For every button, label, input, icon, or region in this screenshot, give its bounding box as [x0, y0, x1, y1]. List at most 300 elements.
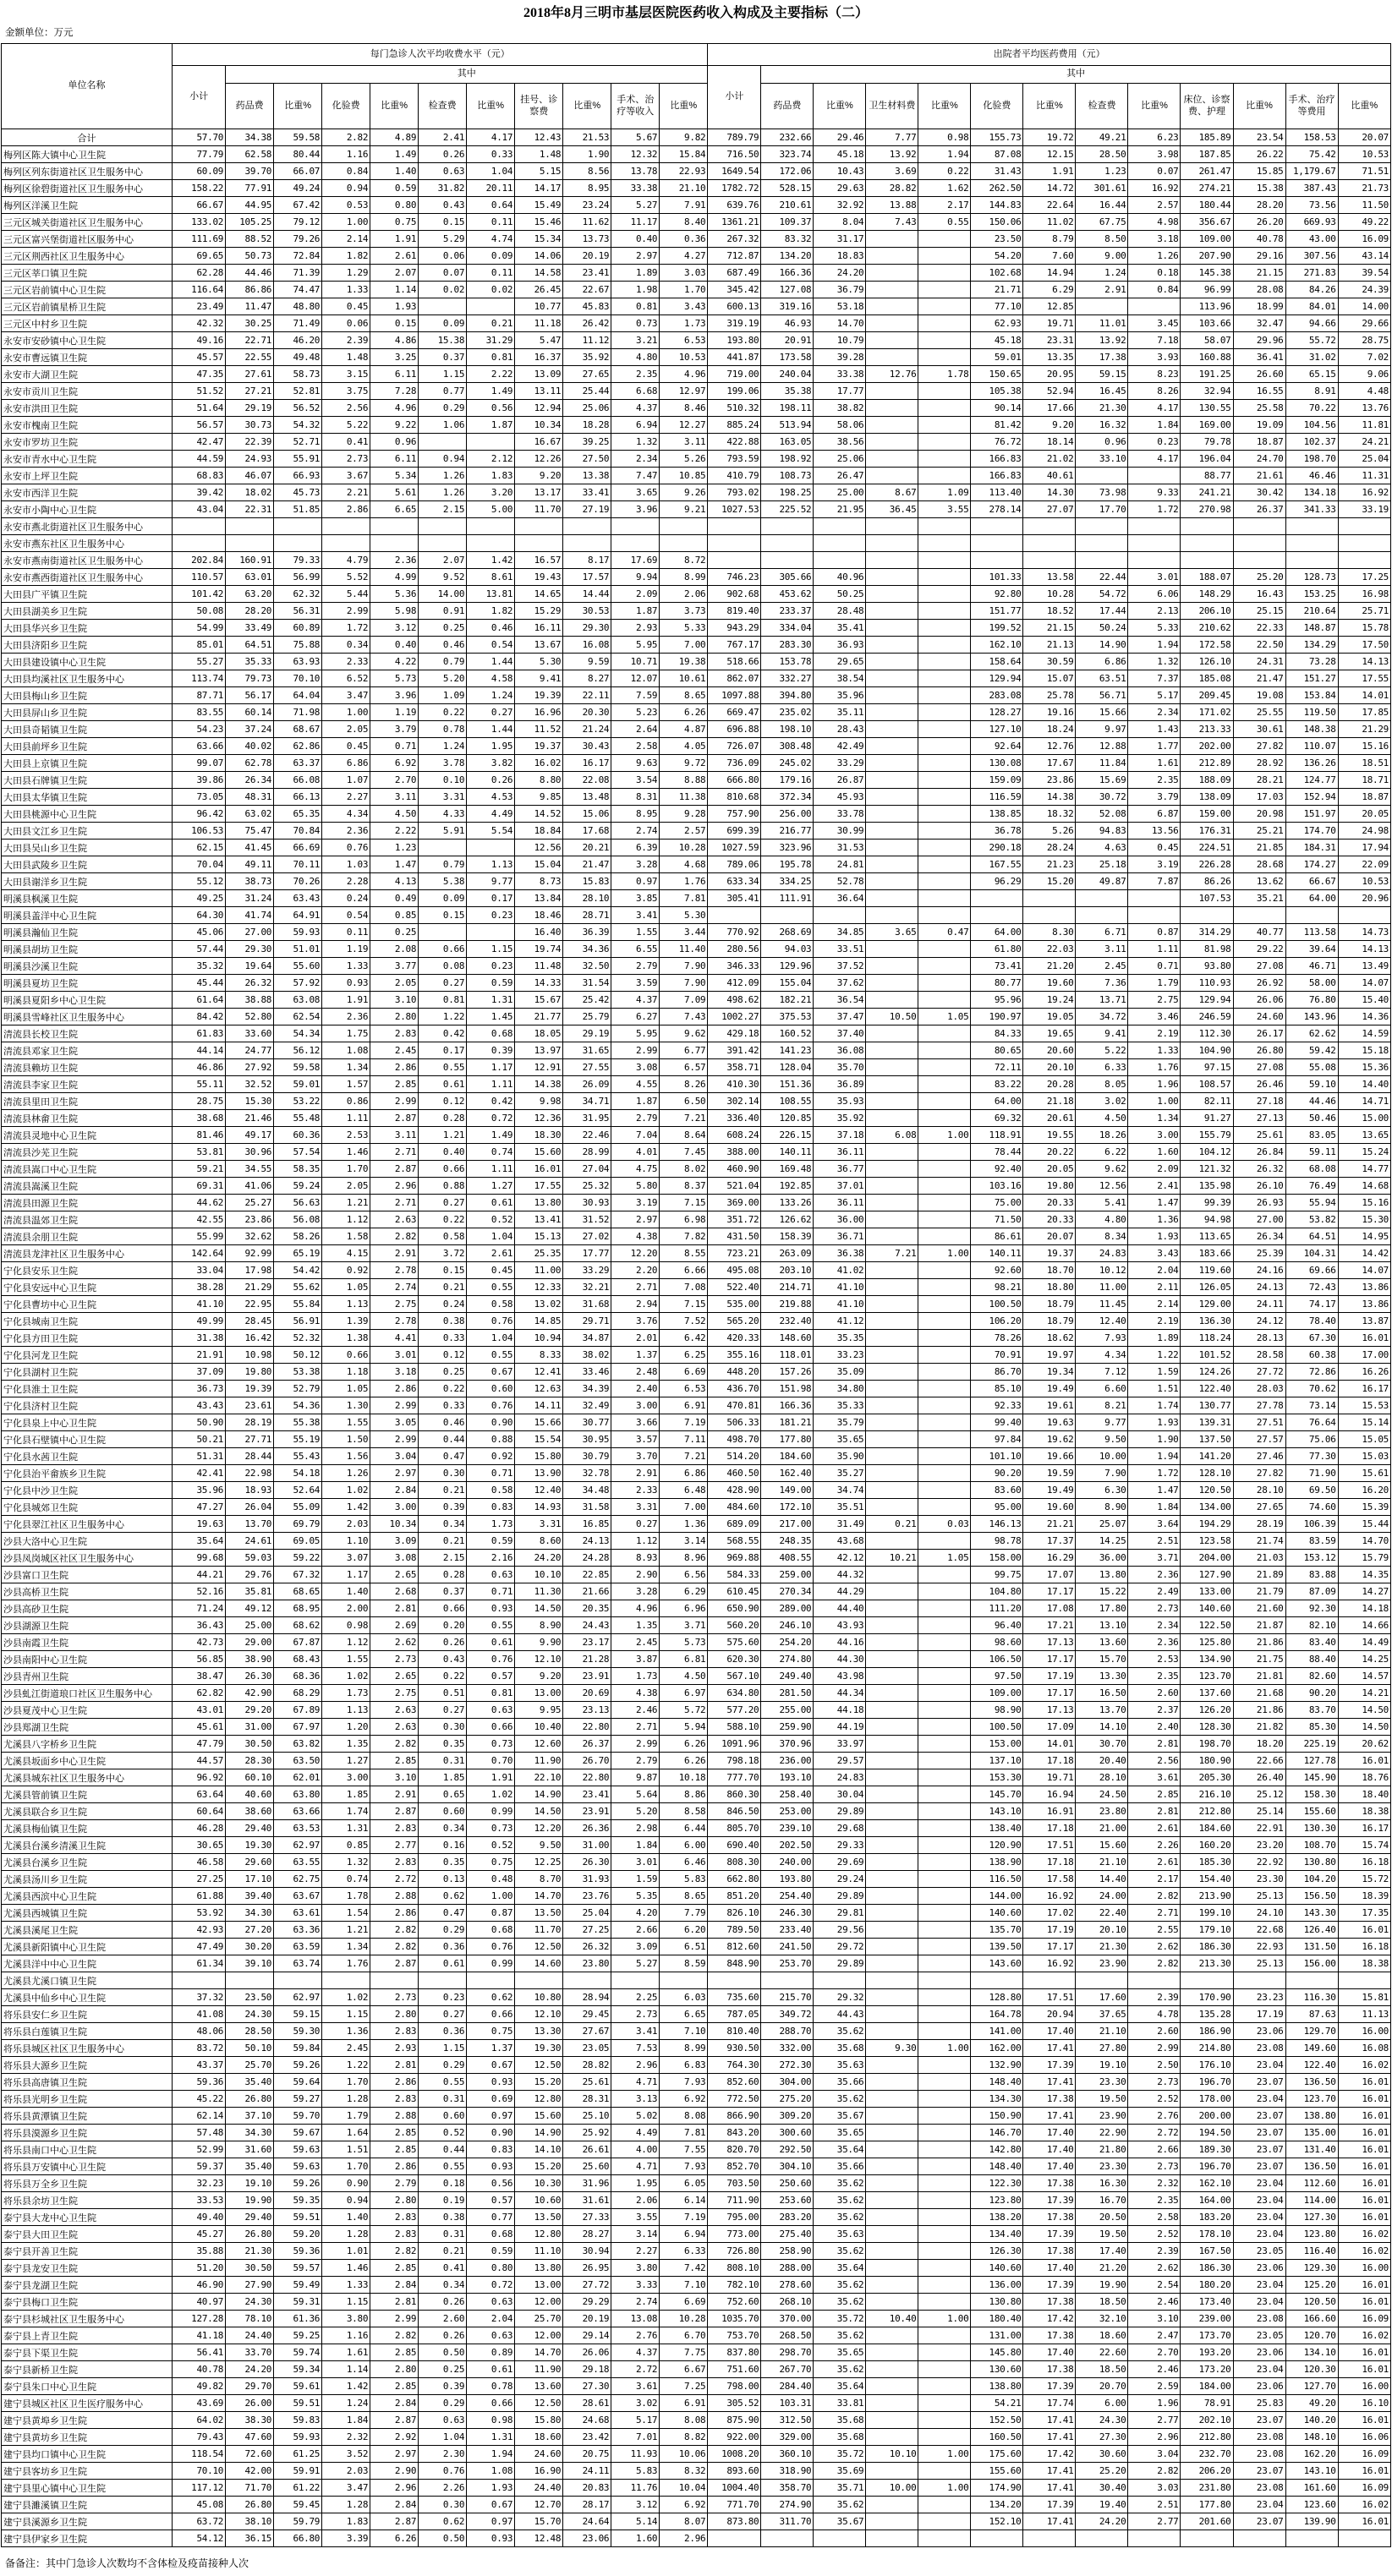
value-cell: 690.40: [708, 1837, 761, 1854]
value-cell: 1.04: [419, 2429, 467, 2446]
value-cell: 19.09: [1233, 417, 1285, 434]
value-cell: 2.82: [370, 1939, 419, 1955]
value-cell: 28.44: [226, 1448, 274, 1465]
value-cell: 0.23: [1128, 434, 1181, 451]
table-row: [2, 1414, 1391, 1431]
value-cell: 6.26: [370, 2530, 419, 2547]
table-row: [2, 1313, 1391, 1330]
value-cell: 12.36: [515, 1110, 563, 1127]
value-cell: 5.00: [467, 501, 515, 518]
value-cell: 1.19: [370, 704, 419, 721]
value-cell: 11.30: [515, 1583, 563, 1600]
table-row: [2, 1854, 1391, 1871]
value-cell: 64.00: [971, 1093, 1023, 1110]
value-cell: 44.18: [814, 1702, 866, 1719]
value-cell: 17.17: [1023, 1583, 1076, 1600]
value-cell: 26.04: [226, 1499, 274, 1516]
value-cell: 1.32: [1128, 654, 1181, 670]
value-cell: 140.11: [761, 1144, 814, 1161]
value-cell: 52.64: [274, 1482, 322, 1499]
value-cell: 203.10: [761, 1262, 814, 1279]
value-cell: 17.38: [1023, 2361, 1076, 2378]
value-cell: 7.42: [660, 2260, 708, 2277]
column-header: 比重%: [1128, 84, 1181, 129]
value-cell: 60.36: [274, 1127, 322, 1144]
value-cell: 1.70: [322, 2158, 370, 2175]
value-cell: 27.61: [226, 366, 274, 383]
value-cell: 18.38: [1338, 1803, 1390, 1820]
value-cell: 49.48: [274, 349, 322, 366]
value-cell: 128.27: [971, 704, 1023, 721]
value-cell: 311.70: [761, 2513, 814, 2530]
value-cell: 15.83: [563, 873, 611, 890]
value-cell: [370, 1972, 419, 1989]
value-cell: 60.09: [173, 163, 226, 180]
unit-name-cell: 永安市洪田卫生院: [2, 400, 173, 417]
value-cell: 45.44: [173, 975, 226, 992]
value-cell: 129.00: [1181, 1296, 1233, 1313]
value-cell: 37.47: [814, 1009, 866, 1025]
value-cell: 2.56: [1128, 1753, 1181, 1769]
value-cell: 689.09: [708, 1516, 761, 1533]
value-cell: 56.71: [1076, 687, 1128, 704]
value-cell: 0.29: [419, 1922, 467, 1939]
value-cell: 304.00: [761, 2074, 814, 2091]
value-cell: 2.79: [370, 2175, 419, 2192]
value-cell: [866, 2226, 918, 2243]
value-cell: 127.28: [173, 2311, 226, 2327]
value-cell: 3.00: [322, 1769, 370, 1786]
value-cell: 0.12: [419, 1093, 467, 1110]
value-cell: 0.97: [611, 873, 660, 890]
value-cell: 2.55: [1128, 1922, 1181, 1939]
value-cell: 358.71: [708, 1059, 761, 1076]
value-cell: 7.93: [1076, 1330, 1128, 1347]
value-cell: 15.40: [1338, 992, 1390, 1009]
value-cell: 47.35: [173, 366, 226, 383]
value-cell: 44.40: [814, 1600, 866, 1617]
value-cell: 4.58: [467, 670, 515, 687]
value-cell: 24.28: [563, 1550, 611, 1567]
value-cell: 3.41: [611, 2023, 660, 2040]
value-cell: [918, 1617, 971, 1634]
value-cell: 21.75: [1233, 1651, 1285, 1668]
value-cell: 12.26: [515, 451, 563, 468]
value-cell: 0.11: [467, 214, 515, 231]
value-cell: 19.90: [1076, 2277, 1128, 2294]
value-cell: 6.00: [1076, 2395, 1128, 2412]
value-cell: 136.30: [1181, 1313, 1233, 1330]
value-cell: [866, 1296, 918, 1313]
unit-name-cell: 三元区莘口镇卫生院: [2, 265, 173, 282]
value-cell: 5.20: [611, 1803, 660, 1820]
unit-name-cell: 将乐县光明乡卫生院: [2, 2091, 173, 2108]
value-cell: 37.32: [173, 1989, 226, 2006]
value-cell: [866, 1448, 918, 1465]
value-cell: 15.16: [1338, 738, 1390, 755]
value-cell: 29.19: [563, 1025, 611, 1042]
value-cell: 62.75: [274, 1871, 322, 1888]
unit-name-cell: 大田县梅山乡卫生院: [2, 687, 173, 704]
value-cell: 1.15: [322, 2006, 370, 2023]
value-cell: 2.85: [1128, 1786, 1181, 1803]
value-cell: 85.01: [173, 637, 226, 654]
value-cell: 20.05: [1023, 1161, 1076, 1178]
value-cell: 137.60: [1181, 1685, 1233, 1702]
value-cell: 37.18: [814, 1127, 866, 1144]
value-cell: [866, 1178, 918, 1195]
value-cell: 190.97: [971, 1009, 1023, 1025]
value-cell: [918, 772, 971, 789]
value-cell: 1.60: [1128, 1144, 1181, 1161]
value-cell: 873.80: [708, 2513, 761, 2530]
value-cell: 19.30: [226, 1837, 274, 1854]
value-cell: [226, 1972, 274, 1989]
value-cell: 22.44: [1076, 569, 1128, 586]
value-cell: 76.49: [1285, 1178, 1338, 1195]
value-cell: 2.11: [1128, 1279, 1181, 1296]
value-cell: 16.10: [1338, 2395, 1390, 2412]
value-cell: [971, 890, 1023, 907]
value-cell: 280.56: [708, 941, 761, 958]
value-cell: 17.13: [1023, 1702, 1076, 1719]
value-cell: 4.27: [660, 248, 708, 265]
value-cell: 59.93: [274, 2429, 322, 2446]
value-cell: 180.44: [1181, 197, 1233, 214]
value-cell: 61.83: [173, 1025, 226, 1042]
value-cell: 2.41: [419, 129, 467, 146]
value-cell: 59.20: [274, 2226, 322, 2243]
value-cell: 7.28: [370, 383, 419, 400]
value-cell: 460.50: [708, 1465, 761, 1482]
table-row: [2, 2480, 1391, 2497]
value-cell: 2.09: [1128, 1161, 1181, 1178]
value-cell: 20.33: [1023, 1195, 1076, 1211]
value-cell: 14.44: [563, 586, 611, 603]
value-cell: 24.40: [515, 2480, 563, 2497]
value-cell: 4.37: [611, 992, 660, 1009]
value-cell: 323.96: [761, 840, 814, 856]
value-cell: 263.09: [761, 1245, 814, 1262]
value-cell: 5.23: [611, 704, 660, 721]
unit-name-cell: 泰宁县龙湖卫生院: [2, 2277, 173, 2294]
value-cell: 3.71: [1128, 1550, 1181, 1567]
value-cell: 76.64: [1285, 1414, 1338, 1431]
value-cell: 16.17: [563, 755, 611, 772]
value-cell: 19.16: [1023, 704, 1076, 721]
table-row: [2, 823, 1391, 840]
value-cell: 35.92: [563, 349, 611, 366]
value-cell: 50.21: [173, 1431, 226, 1448]
value-cell: [274, 518, 322, 535]
value-cell: [918, 975, 971, 992]
value-cell: 14.01: [1338, 687, 1390, 704]
value-cell: [866, 1769, 918, 1786]
value-cell: 0.25: [419, 620, 467, 637]
value-cell: 19.10: [226, 2175, 274, 2192]
value-cell: 2.85: [370, 2125, 419, 2141]
value-cell: 793.02: [708, 484, 761, 501]
value-cell: 1.32: [322, 1854, 370, 1871]
value-cell: 20.69: [563, 1685, 611, 1702]
value-cell: 9.20: [1023, 417, 1076, 434]
value-cell: 18.28: [563, 417, 611, 434]
value-cell: 669.47: [708, 704, 761, 721]
value-cell: 2.60: [1128, 2023, 1181, 2040]
value-cell: 23.06: [1233, 2023, 1285, 2040]
value-cell: 0.36: [419, 1939, 467, 1955]
value-cell: 0.15: [419, 1262, 467, 1279]
value-cell: 36.00: [814, 1211, 866, 1228]
value-cell: 7.25: [660, 2378, 708, 2395]
value-cell: 58.07: [1181, 332, 1233, 349]
value-cell: 2.91: [1076, 282, 1128, 298]
value-cell: 213.90: [1181, 1888, 1233, 1905]
value-cell: 30.77: [563, 1414, 611, 1431]
value-cell: 19.80: [226, 1364, 274, 1381]
value-cell: [918, 586, 971, 603]
value-cell: 30.04: [814, 1786, 866, 1803]
value-cell: 113.65: [1181, 1228, 1233, 1245]
value-cell: 19.66: [1023, 1448, 1076, 1465]
value-cell: 180.90: [1181, 1753, 1233, 1769]
value-cell: 9.85: [515, 789, 563, 806]
table-row: [2, 1262, 1391, 1279]
value-cell: 23.86: [226, 1211, 274, 1228]
value-cell: 1.15: [467, 941, 515, 958]
value-cell: 0.96: [1076, 434, 1128, 451]
unit-name-cell: 将乐县万安镇中心卫生院: [2, 2158, 173, 2175]
value-cell: 12.63: [515, 1381, 563, 1397]
table-row: [2, 670, 1391, 687]
value-cell: 15.80: [515, 2412, 563, 2429]
value-cell: 143.10: [1285, 2463, 1338, 2480]
value-cell: 1.35: [611, 1617, 660, 1634]
value-cell: 1008.20: [708, 2446, 761, 2463]
value-cell: 30.94: [563, 2243, 611, 2260]
value-cell: [708, 2530, 761, 2547]
value-cell: 4.87: [660, 721, 708, 738]
value-cell: 21.81: [1233, 1668, 1285, 1685]
value-cell: 2.03: [322, 2463, 370, 2480]
value-cell: 2.45: [370, 1042, 419, 1059]
value-cell: [918, 1448, 971, 1465]
value-cell: 36.78: [971, 823, 1023, 840]
value-cell: 35.65: [814, 2125, 866, 2141]
value-cell: [866, 231, 918, 248]
value-cell: 746.23: [708, 569, 761, 586]
value-cell: 29.24: [814, 1871, 866, 1888]
value-cell: 5.14: [611, 2513, 660, 2530]
value-cell: 94.83: [1076, 823, 1128, 840]
value-cell: 3.33: [611, 2277, 660, 2294]
value-cell: 23.04: [1233, 2361, 1285, 2378]
value-cell: 59.79: [274, 2513, 322, 2530]
value-cell: 23.06: [1233, 2260, 1285, 2277]
value-cell: 2.71: [370, 1195, 419, 1211]
value-cell: 26.32: [226, 975, 274, 992]
unit-name-cell: 清流县里田卫生院: [2, 1093, 173, 1110]
value-cell: 156.50: [1285, 1888, 1338, 1905]
value-cell: 130.30: [1285, 1820, 1338, 1837]
value-cell: 19.65: [1023, 1025, 1076, 1042]
value-cell: 1.40: [322, 2209, 370, 2226]
value-cell: 21.00: [1076, 1820, 1128, 1837]
unit-name-cell: 大田县前坪乡卫生院: [2, 738, 173, 755]
value-cell: 163.05: [761, 434, 814, 451]
value-cell: 3.47: [322, 687, 370, 704]
value-cell: 52.79: [274, 1381, 322, 1397]
value-cell: 23.41: [563, 265, 611, 282]
value-cell: 15.06: [563, 806, 611, 823]
column-header: 比重%: [1023, 84, 1076, 129]
value-cell: 119.60: [1181, 1262, 1233, 1279]
value-cell: 132.90: [971, 2057, 1023, 2074]
value-cell: 0.71: [467, 1465, 515, 1482]
value-cell: 26.00: [226, 2395, 274, 2412]
value-cell: 59.03: [226, 1550, 274, 1567]
value-cell: 82.11: [1181, 1093, 1233, 1110]
value-cell: 16.67: [515, 434, 563, 451]
value-cell: [814, 1972, 866, 1989]
value-cell: 23.31: [1023, 332, 1076, 349]
value-cell: 30.79: [563, 1448, 611, 1465]
value-cell: 3.46: [1128, 1009, 1181, 1025]
value-cell: 3.01: [370, 1347, 419, 1364]
value-cell: 39.40: [226, 1888, 274, 1905]
value-cell: 68.08: [1285, 1161, 1338, 1178]
value-cell: 13.41: [515, 1211, 563, 1228]
value-cell: 35.27: [814, 1465, 866, 1482]
value-cell: 28.21: [1233, 772, 1285, 789]
table-row: [2, 2294, 1391, 2311]
value-cell: [918, 417, 971, 434]
value-cell: 186.30: [1181, 1939, 1233, 1955]
value-cell: 8.31: [611, 789, 660, 806]
value-cell: 726.80: [708, 2243, 761, 2260]
value-cell: 129.94: [971, 670, 1023, 687]
value-cell: 166.36: [761, 265, 814, 282]
value-cell: 0.75: [370, 214, 419, 231]
value-cell: 153.00: [971, 1736, 1023, 1753]
value-cell: [918, 856, 971, 873]
value-cell: 1.64: [322, 2125, 370, 2141]
value-cell: 22.08: [563, 772, 611, 789]
value-cell: 31.82: [419, 180, 467, 197]
value-cell: 2.90: [370, 2463, 419, 2480]
table-row: [2, 1871, 1391, 1888]
value-cell: 35.81: [226, 1583, 274, 1600]
value-cell: 49.17: [226, 1127, 274, 1144]
value-cell: 355.16: [708, 1347, 761, 1364]
value-cell: 305.41: [708, 890, 761, 907]
value-cell: 14.00: [1338, 298, 1390, 315]
value-cell: 0.92: [467, 1448, 515, 1465]
value-cell: 66.13: [274, 789, 322, 806]
value-cell: 0.25: [370, 924, 419, 941]
value-cell: 63.20: [226, 586, 274, 603]
value-cell: 3.11: [370, 1127, 419, 1144]
value-cell: 284.40: [761, 2378, 814, 2395]
unit-name-cell: 将乐县黄潭镇卫生院: [2, 2108, 173, 2125]
value-cell: [1128, 1972, 1181, 1989]
value-cell: 16.02: [1338, 2327, 1390, 2344]
value-cell: 33.38: [814, 366, 866, 383]
value-cell: 6.39: [611, 840, 660, 856]
value-cell: [866, 2327, 918, 2344]
value-cell: 233.40: [761, 1922, 814, 1939]
value-cell: 274.80: [761, 1651, 814, 1668]
value-cell: 174.90: [971, 2480, 1023, 2497]
value-cell: 19.34: [1023, 1364, 1076, 1381]
value-cell: 21.85: [1233, 840, 1285, 856]
value-cell: 2.88: [370, 2108, 419, 2125]
unit-name-cell: 三元区岩前镇中心卫生院: [2, 282, 173, 298]
value-cell: [467, 298, 515, 315]
value-cell: 9.41: [1076, 1025, 1128, 1042]
value-cell: 14.70: [515, 2344, 563, 2361]
value-cell: 0.68: [467, 1025, 515, 1042]
value-cell: 28.24: [1023, 840, 1076, 856]
value-cell: 184.60: [761, 1448, 814, 1465]
value-cell: 59.22: [274, 1550, 322, 1567]
value-cell: 4.17: [467, 129, 515, 146]
value-cell: 26.06: [1233, 992, 1285, 1009]
value-cell: 135.00: [1285, 2125, 1338, 2141]
value-cell: 20.60: [1023, 1042, 1076, 1059]
value-cell: 18.05: [515, 1025, 563, 1042]
value-cell: [918, 890, 971, 907]
table-row: [2, 2412, 1391, 2429]
value-cell: 62.54: [274, 1009, 322, 1025]
value-cell: 1.23: [370, 840, 419, 856]
value-cell: 29.96: [1233, 332, 1285, 349]
value-cell: 154.40: [1181, 1871, 1233, 1888]
value-cell: 22.92: [1233, 1854, 1285, 1871]
value-cell: 13.48: [563, 789, 611, 806]
value-cell: 90.20: [1285, 1685, 1338, 1702]
value-cell: 128.30: [1181, 1719, 1233, 1736]
value-cell: [918, 1042, 971, 1059]
value-cell: [918, 1381, 971, 1397]
value-cell: 1.89: [611, 265, 660, 282]
value-cell: 35.62: [814, 2327, 866, 2344]
value-cell: 122.50: [1181, 1617, 1233, 1634]
table-row: [2, 349, 1391, 366]
value-cell: 98.90: [971, 1702, 1023, 1719]
unit-name-cell: 清流县余朋卫生院: [2, 1228, 173, 1245]
value-cell: 131.00: [971, 2327, 1023, 2344]
value-cell: 35.11: [814, 704, 866, 721]
value-cell: 56.31: [274, 603, 322, 620]
value-cell: 43.43: [173, 1397, 226, 1414]
value-cell: 0.24: [322, 890, 370, 907]
value-cell: 55.27: [173, 654, 226, 670]
value-cell: 62.15: [173, 840, 226, 856]
value-cell: 0.52: [467, 1837, 515, 1854]
value-cell: 29.70: [226, 2378, 274, 2395]
column-header: 比重%: [274, 84, 322, 129]
unit-name-cell: 尤溪县溪尾卫生院: [2, 1922, 173, 1939]
value-cell: 49.24: [274, 180, 322, 197]
value-cell: 4.86: [370, 332, 419, 349]
value-cell: 21.28: [563, 1651, 611, 1668]
value-cell: 0.30: [419, 1719, 467, 1736]
value-cell: 0.66: [322, 1347, 370, 1364]
table-row: [2, 1820, 1391, 1837]
value-cell: 69.66: [1285, 1262, 1338, 1279]
value-cell: 35.65: [814, 1431, 866, 1448]
